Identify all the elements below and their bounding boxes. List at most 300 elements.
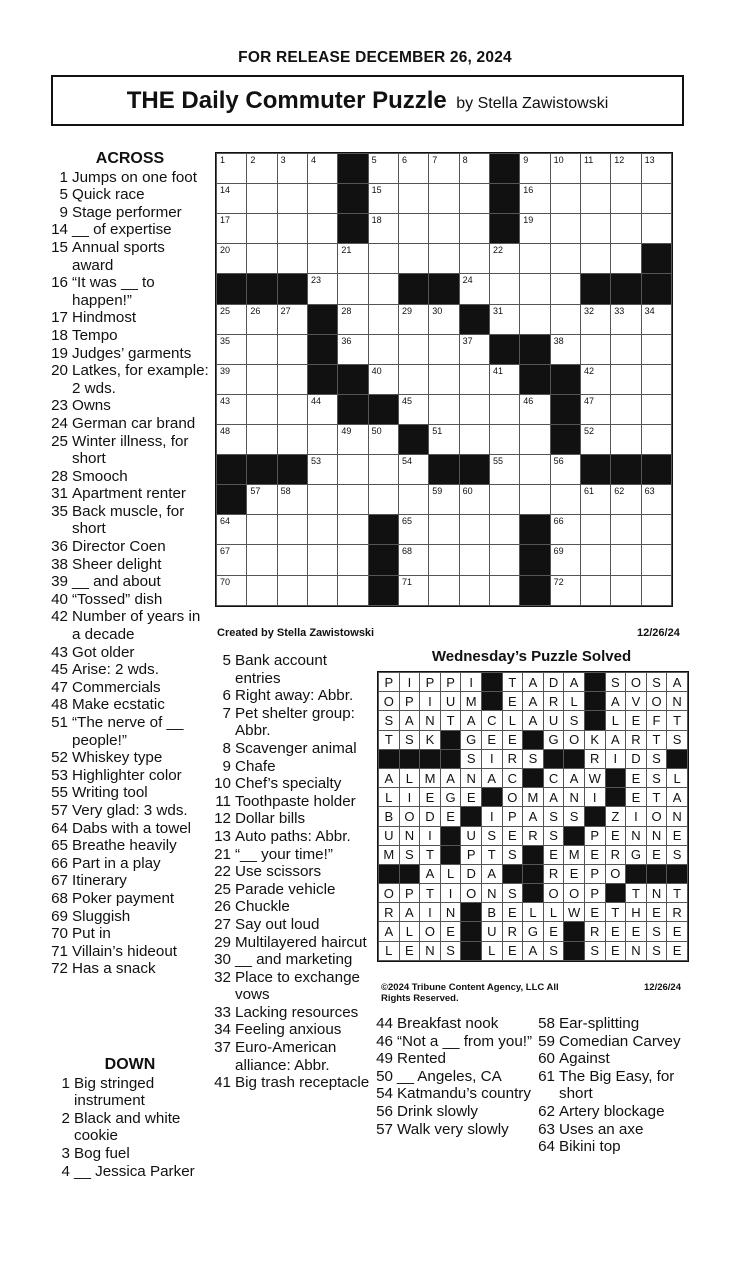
grid-cell[interactable] bbox=[368, 455, 398, 485]
grid-cell[interactable] bbox=[580, 575, 610, 605]
grid-cell[interactable] bbox=[520, 455, 550, 485]
grid-cell[interactable] bbox=[247, 515, 277, 545]
grid-cell[interactable] bbox=[489, 364, 519, 394]
grid-cell[interactable] bbox=[368, 304, 398, 334]
clue-number: 13 bbox=[214, 827, 231, 845]
clue-text: Stage performer bbox=[72, 203, 182, 221]
grid-cell[interactable] bbox=[550, 334, 580, 364]
grid-cell[interactable] bbox=[489, 304, 519, 334]
cell-number: 59 bbox=[432, 486, 443, 497]
grid-cell[interactable] bbox=[489, 244, 519, 274]
clue-item bbox=[213, 652, 373, 687]
grid-cell[interactable] bbox=[338, 455, 368, 485]
clue-item bbox=[50, 679, 210, 697]
grid-cell[interactable] bbox=[277, 485, 307, 515]
grid-cell[interactable] bbox=[277, 394, 307, 424]
black-square bbox=[368, 575, 398, 605]
grid-cell[interactable] bbox=[429, 485, 459, 515]
grid-cell[interactable] bbox=[307, 154, 337, 184]
grid-cell[interactable] bbox=[550, 304, 580, 334]
solved-cell: O bbox=[379, 692, 400, 711]
grid-cell[interactable] bbox=[611, 485, 641, 515]
grid-cell[interactable] bbox=[550, 545, 580, 575]
cell-number: 4 bbox=[310, 155, 316, 165]
grid-cell[interactable] bbox=[247, 304, 277, 334]
grid-cell[interactable] bbox=[580, 545, 610, 575]
grid-cell[interactable] bbox=[217, 334, 247, 364]
solved-cell: I bbox=[605, 749, 626, 768]
grid-cell[interactable] bbox=[368, 154, 398, 184]
solved-cell: A bbox=[481, 768, 502, 787]
grid-cell[interactable] bbox=[368, 334, 398, 364]
grid-cell[interactable] bbox=[217, 394, 247, 424]
solved-cell: Z bbox=[605, 807, 626, 826]
grid-cell[interactable] bbox=[550, 485, 580, 515]
grid-cell[interactable] bbox=[611, 394, 641, 424]
grid-cell[interactable] bbox=[429, 154, 459, 184]
grid-cell[interactable] bbox=[520, 304, 550, 334]
black-square bbox=[520, 575, 550, 605]
grid-cell[interactable] bbox=[429, 244, 459, 274]
grid-cell[interactable] bbox=[459, 214, 489, 244]
clue-text: Sluggish bbox=[72, 907, 131, 925]
grid-cell[interactable] bbox=[459, 575, 489, 605]
grid-cell[interactable] bbox=[429, 184, 459, 214]
cell-number: 43 bbox=[220, 395, 231, 406]
grid-cell[interactable] bbox=[489, 545, 519, 575]
grid-cell[interactable] bbox=[338, 274, 368, 304]
grid-cell[interactable] bbox=[580, 214, 610, 244]
clue-text: Chafe bbox=[235, 757, 276, 775]
solved-cell: E bbox=[605, 941, 626, 960]
grid-cell[interactable] bbox=[520, 274, 550, 304]
grid-cell[interactable] bbox=[580, 515, 610, 545]
grid-cell[interactable] bbox=[277, 244, 307, 274]
solved-cell: U bbox=[481, 922, 502, 941]
grid-cell[interactable] bbox=[398, 545, 428, 575]
grid-cell[interactable] bbox=[429, 575, 459, 605]
clue-number: 37 bbox=[214, 1039, 231, 1057]
grid-cell[interactable] bbox=[307, 184, 337, 214]
grid-cell[interactable] bbox=[489, 274, 519, 304]
grid-cell[interactable] bbox=[277, 214, 307, 244]
grid-cell[interactable] bbox=[429, 545, 459, 575]
grid-cell[interactable] bbox=[459, 334, 489, 364]
black-square bbox=[564, 922, 585, 941]
clue-number: 4 bbox=[61, 1162, 70, 1180]
clue-text: Has a snack bbox=[72, 960, 156, 978]
grid-cell[interactable] bbox=[398, 394, 428, 424]
grid-cell[interactable] bbox=[459, 515, 489, 545]
solved-cell: N bbox=[399, 826, 420, 845]
solved-cell: L bbox=[543, 903, 564, 922]
clue-item bbox=[213, 1039, 373, 1074]
solved-cell: L bbox=[667, 768, 688, 787]
grid-cell[interactable] bbox=[307, 214, 337, 244]
black-square bbox=[489, 214, 519, 244]
cell-number: 69 bbox=[553, 546, 564, 557]
grid-cell[interactable] bbox=[247, 424, 277, 454]
grid-cell[interactable] bbox=[641, 515, 671, 545]
grid-cell[interactable] bbox=[277, 575, 307, 605]
grid-cell[interactable] bbox=[217, 424, 247, 454]
grid-cell[interactable] bbox=[247, 334, 277, 364]
solved-cell: E bbox=[564, 864, 585, 883]
grid-cell[interactable] bbox=[641, 304, 671, 334]
grid-cell[interactable] bbox=[641, 545, 671, 575]
grid-cell[interactable] bbox=[368, 485, 398, 515]
grid-cell[interactable] bbox=[307, 515, 337, 545]
cell-number: 5 bbox=[371, 155, 377, 165]
grid-cell[interactable] bbox=[611, 214, 641, 244]
down-clues-col4 bbox=[537, 1015, 697, 1156]
grid-cell[interactable] bbox=[277, 154, 307, 184]
clue-text: Commercials bbox=[72, 678, 161, 696]
clue-text: Drink slowly bbox=[397, 1102, 479, 1120]
grid-cell[interactable] bbox=[520, 485, 550, 515]
clue-text: Rented bbox=[397, 1050, 446, 1068]
grid-cell[interactable] bbox=[429, 304, 459, 334]
solved-cell: N bbox=[481, 884, 502, 903]
grid-cell[interactable] bbox=[368, 424, 398, 454]
grid-cell[interactable] bbox=[429, 334, 459, 364]
clue-number: 9 bbox=[222, 757, 231, 775]
grid-cell[interactable] bbox=[398, 304, 428, 334]
grid-cell[interactable] bbox=[520, 424, 550, 454]
clue-text: __ and marketing bbox=[235, 951, 353, 969]
grid-cell[interactable] bbox=[550, 575, 580, 605]
clue-item bbox=[50, 696, 210, 714]
grid-cell[interactable] bbox=[398, 515, 428, 545]
grid-cell[interactable] bbox=[338, 545, 368, 575]
clue-text: Number of years in a decade bbox=[72, 608, 201, 644]
grid-cell[interactable] bbox=[277, 545, 307, 575]
grid-cell[interactable] bbox=[247, 154, 277, 184]
grid-cell[interactable] bbox=[489, 485, 519, 515]
solved-cell: E bbox=[399, 941, 420, 960]
grid-cell[interactable] bbox=[307, 274, 337, 304]
grid-cell[interactable] bbox=[550, 455, 580, 485]
grid-cell[interactable] bbox=[307, 545, 337, 575]
solved-cell: U bbox=[461, 826, 482, 845]
grid-cell[interactable] bbox=[368, 214, 398, 244]
grid-cell[interactable] bbox=[398, 244, 428, 274]
solved-cell: A bbox=[379, 922, 400, 941]
grid-cell[interactable] bbox=[217, 545, 247, 575]
grid-cell[interactable] bbox=[398, 334, 428, 364]
solved-cell: E bbox=[605, 922, 626, 941]
grid-cell[interactable] bbox=[307, 485, 337, 515]
grid-cell[interactable] bbox=[398, 154, 428, 184]
cell-number: 53 bbox=[310, 456, 321, 467]
clue-item bbox=[50, 784, 210, 802]
grid-cell[interactable] bbox=[520, 214, 550, 244]
solved-cell: C bbox=[481, 711, 502, 730]
grid-cell[interactable] bbox=[217, 184, 247, 214]
grid-cell[interactable] bbox=[368, 184, 398, 214]
grid-cell[interactable] bbox=[398, 575, 428, 605]
grid-cell[interactable] bbox=[489, 575, 519, 605]
grid-cell[interactable] bbox=[247, 184, 277, 214]
cell-number: 26 bbox=[250, 305, 261, 316]
solved-cell: N bbox=[667, 692, 688, 711]
grid-cell[interactable] bbox=[277, 424, 307, 454]
grid-cell[interactable] bbox=[277, 184, 307, 214]
solved-cell: I bbox=[584, 788, 605, 807]
grid-cell[interactable] bbox=[277, 364, 307, 394]
grid-cell[interactable] bbox=[338, 515, 368, 545]
grid-cell[interactable] bbox=[580, 244, 610, 274]
grid-cell[interactable] bbox=[611, 364, 641, 394]
solved-cell: A bbox=[667, 673, 688, 692]
grid-cell[interactable] bbox=[611, 304, 641, 334]
grid-cell[interactable] bbox=[338, 424, 368, 454]
solved-cell: P bbox=[399, 692, 420, 711]
solved-cell: R bbox=[584, 922, 605, 941]
solved-cell: W bbox=[564, 903, 585, 922]
grid-cell[interactable] bbox=[277, 304, 307, 334]
grid-cell[interactable] bbox=[398, 364, 428, 394]
grid-cell[interactable] bbox=[611, 154, 641, 184]
grid-cell[interactable] bbox=[247, 394, 277, 424]
black-square bbox=[523, 768, 544, 787]
black-square bbox=[307, 364, 337, 394]
grid-cell[interactable] bbox=[580, 334, 610, 364]
grid-cell[interactable] bbox=[641, 575, 671, 605]
grid-cell[interactable] bbox=[338, 575, 368, 605]
clue-number: 40 bbox=[51, 590, 68, 608]
grid-cell[interactable] bbox=[580, 304, 610, 334]
grid-cell[interactable] bbox=[429, 515, 459, 545]
grid-cell[interactable] bbox=[550, 244, 580, 274]
clue-number: 42 bbox=[51, 608, 68, 626]
clue-text: Tempo bbox=[72, 326, 118, 344]
clue-text: Pet shelter group: Abbr. bbox=[235, 704, 355, 740]
solved-cell: W bbox=[584, 768, 605, 787]
grid-cell[interactable] bbox=[338, 485, 368, 515]
grid-cell[interactable] bbox=[580, 485, 610, 515]
clue-item bbox=[50, 960, 210, 978]
grid-cell[interactable] bbox=[247, 244, 277, 274]
grid-cell[interactable] bbox=[398, 455, 428, 485]
grid-cell[interactable] bbox=[429, 214, 459, 244]
grid-cell[interactable] bbox=[459, 485, 489, 515]
grid-cell[interactable] bbox=[459, 394, 489, 424]
grid-cell[interactable] bbox=[641, 394, 671, 424]
grid-cell[interactable] bbox=[338, 304, 368, 334]
grid-cell[interactable] bbox=[489, 515, 519, 545]
solved-cell: O bbox=[605, 864, 626, 883]
grid-cell[interactable] bbox=[611, 545, 641, 575]
black-square bbox=[520, 334, 550, 364]
grid-cell[interactable] bbox=[398, 214, 428, 244]
clue-number: 65 bbox=[51, 837, 68, 855]
solved-cell: F bbox=[646, 711, 667, 730]
grid-cell[interactable] bbox=[217, 304, 247, 334]
grid-cell[interactable] bbox=[247, 545, 277, 575]
grid-cell[interactable] bbox=[459, 184, 489, 214]
grid-cell[interactable] bbox=[459, 274, 489, 304]
solved-cell: A bbox=[667, 788, 688, 807]
grid-cell[interactable] bbox=[641, 364, 671, 394]
grid-cell[interactable] bbox=[489, 394, 519, 424]
grid-cell[interactable] bbox=[307, 575, 337, 605]
grid-cell[interactable] bbox=[217, 515, 247, 545]
grid-cell[interactable] bbox=[611, 334, 641, 364]
clue-text: __ Angeles, CA bbox=[397, 1067, 502, 1085]
grid-cell[interactable] bbox=[247, 575, 277, 605]
cell-number: 11 bbox=[583, 155, 594, 165]
grid-cell[interactable] bbox=[277, 334, 307, 364]
solved-cell: S bbox=[399, 845, 420, 864]
clue-text: Breathe heavily bbox=[72, 837, 177, 855]
grid-cell[interactable] bbox=[459, 545, 489, 575]
grid-cell[interactable] bbox=[550, 274, 580, 304]
grid-cell[interactable] bbox=[429, 394, 459, 424]
solved-cell: R bbox=[667, 903, 688, 922]
clue-number: 55 bbox=[51, 784, 68, 802]
grid-cell[interactable] bbox=[641, 485, 671, 515]
clue-item bbox=[50, 925, 210, 943]
grid-cell[interactable] bbox=[580, 154, 610, 184]
grid-cell[interactable] bbox=[307, 244, 337, 274]
grid-cell[interactable] bbox=[641, 424, 671, 454]
grid-cell[interactable] bbox=[217, 154, 247, 184]
grid-cell[interactable] bbox=[611, 244, 641, 274]
solved-cell: I bbox=[420, 692, 441, 711]
clue-item bbox=[213, 846, 373, 864]
grid-cell[interactable] bbox=[520, 394, 550, 424]
clue-item bbox=[213, 969, 373, 1004]
clue-number: 25 bbox=[51, 432, 68, 450]
grid-cell[interactable] bbox=[641, 184, 671, 214]
black-square bbox=[543, 749, 564, 768]
clue-item bbox=[213, 916, 373, 934]
grid-cell[interactable] bbox=[338, 244, 368, 274]
grid-cell[interactable] bbox=[641, 334, 671, 364]
clue-text: Comedian Carvey bbox=[559, 1032, 681, 1050]
clue-number: 8 bbox=[222, 739, 231, 757]
solved-cell: S bbox=[646, 768, 667, 787]
grid-cell[interactable] bbox=[611, 515, 641, 545]
grid-cell[interactable] bbox=[611, 575, 641, 605]
grid-cell[interactable] bbox=[217, 214, 247, 244]
solved-cell: R bbox=[523, 826, 544, 845]
cell-number: 3 bbox=[280, 155, 286, 165]
clue-item bbox=[50, 397, 210, 415]
solved-cell: P bbox=[584, 884, 605, 903]
grid-cell[interactable] bbox=[307, 455, 337, 485]
grid-cell[interactable] bbox=[580, 184, 610, 214]
cell-number: 63 bbox=[644, 486, 655, 497]
crossword-grid[interactable] bbox=[215, 152, 673, 607]
solved-cell: P bbox=[440, 673, 461, 692]
solved-cell: E bbox=[646, 903, 667, 922]
grid-cell[interactable] bbox=[217, 364, 247, 394]
solved-cell: G bbox=[461, 730, 482, 749]
grid-cell[interactable] bbox=[459, 154, 489, 184]
black-square bbox=[641, 455, 671, 485]
grid-cell[interactable] bbox=[398, 184, 428, 214]
solved-cell: G bbox=[440, 788, 461, 807]
solved-cell: E bbox=[646, 845, 667, 864]
grid-cell[interactable] bbox=[429, 424, 459, 454]
clue-item bbox=[50, 1145, 210, 1163]
grid-cell[interactable] bbox=[550, 154, 580, 184]
black-square bbox=[338, 154, 368, 184]
grid-cell[interactable] bbox=[247, 485, 277, 515]
clue-number: 57 bbox=[376, 1120, 393, 1138]
cell-number: 2 bbox=[250, 155, 256, 165]
solved-cell: S bbox=[461, 749, 482, 768]
grid-cell[interactable] bbox=[489, 455, 519, 485]
grid-cell[interactable] bbox=[247, 214, 277, 244]
clue-text: Black and white cookie bbox=[74, 1109, 181, 1145]
grid-cell[interactable] bbox=[277, 515, 307, 545]
grid-cell[interactable] bbox=[398, 485, 428, 515]
grid-cell[interactable] bbox=[611, 424, 641, 454]
solved-cell: A bbox=[523, 692, 544, 711]
grid-cell[interactable] bbox=[429, 364, 459, 394]
grid-cell[interactable] bbox=[217, 244, 247, 274]
grid-cell[interactable] bbox=[641, 214, 671, 244]
clue-number: 61 bbox=[538, 1067, 555, 1085]
grid-cell[interactable] bbox=[580, 424, 610, 454]
solved-cell: M bbox=[379, 845, 400, 864]
solved-cell: T bbox=[379, 730, 400, 749]
grid-cell[interactable] bbox=[368, 364, 398, 394]
clue-item bbox=[50, 221, 210, 239]
clue-number: 36 bbox=[51, 538, 68, 556]
grid-cell[interactable] bbox=[520, 154, 550, 184]
clue-text: Annual sports award bbox=[72, 238, 165, 274]
solved-cell: L bbox=[564, 692, 585, 711]
solved-cell: A bbox=[605, 730, 626, 749]
black-square bbox=[277, 455, 307, 485]
clue-number: 27 bbox=[214, 915, 231, 933]
grid-cell[interactable] bbox=[611, 184, 641, 214]
grid-cell[interactable] bbox=[368, 274, 398, 304]
grid-cell[interactable] bbox=[307, 394, 337, 424]
grid-cell[interactable] bbox=[459, 244, 489, 274]
grid-cell[interactable] bbox=[247, 364, 277, 394]
grid-cell[interactable] bbox=[307, 424, 337, 454]
clue-number: 10 bbox=[214, 775, 231, 793]
grid-cell[interactable] bbox=[550, 214, 580, 244]
clue-item bbox=[50, 169, 210, 187]
grid-cell[interactable] bbox=[459, 364, 489, 394]
solved-cell: L bbox=[605, 711, 626, 730]
solved-cell: P bbox=[502, 807, 523, 826]
grid-cell[interactable] bbox=[641, 154, 671, 184]
grid-cell[interactable] bbox=[368, 244, 398, 274]
grid-cell[interactable] bbox=[489, 424, 519, 454]
clue-number: 26 bbox=[214, 898, 231, 916]
grid-cell[interactable] bbox=[580, 394, 610, 424]
solved-cell: S bbox=[584, 941, 605, 960]
grid-cell[interactable] bbox=[580, 364, 610, 394]
grid-cell[interactable] bbox=[520, 184, 550, 214]
clue-item bbox=[50, 433, 210, 468]
grid-cell[interactable] bbox=[217, 575, 247, 605]
black-square bbox=[379, 864, 400, 883]
grid-cell[interactable] bbox=[520, 244, 550, 274]
grid-cell[interactable] bbox=[459, 424, 489, 454]
grid-cell[interactable] bbox=[550, 515, 580, 545]
grid-cell[interactable] bbox=[550, 184, 580, 214]
black-square bbox=[368, 545, 398, 575]
grid-cell[interactable] bbox=[338, 334, 368, 364]
